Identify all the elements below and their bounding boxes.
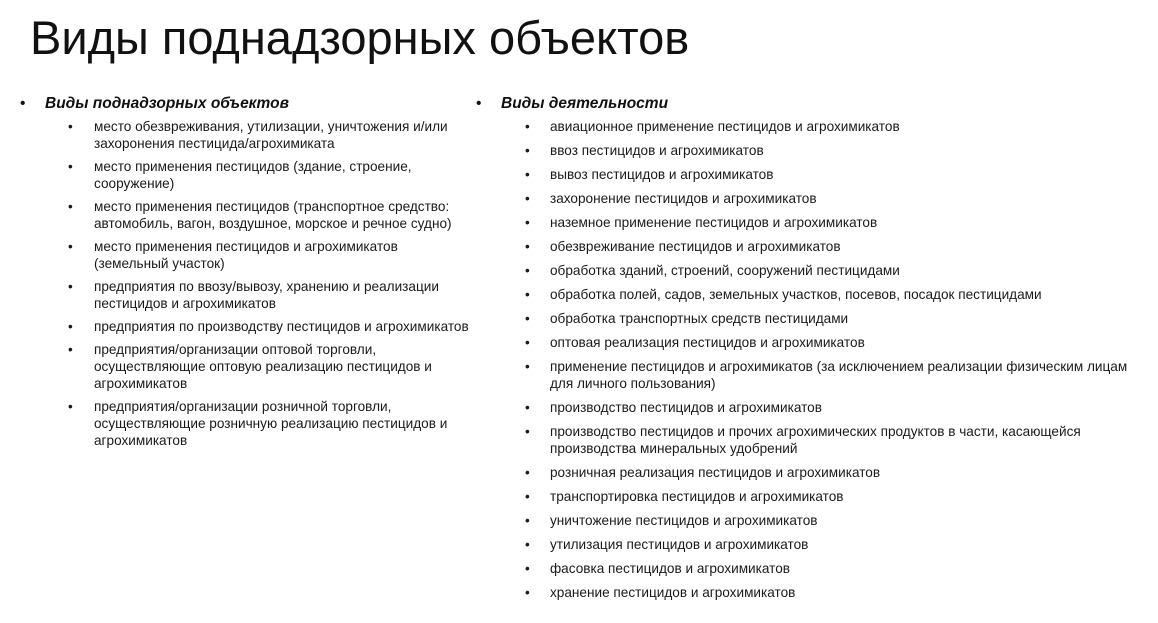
list-item xyxy=(476,512,1148,529)
list-item xyxy=(476,560,1148,577)
list-item xyxy=(476,214,1148,231)
list-item-text: уничтожение пестицидов и агрохимикатов xyxy=(550,513,818,528)
list-item xyxy=(476,584,1148,601)
bullet-icon: • xyxy=(525,119,530,134)
list-item xyxy=(476,423,1148,457)
bullet-icon: • xyxy=(525,167,530,182)
list-item-text: применение пестицидов и агрохимикатов (за исключением реализации физическим лицам для личного пользования) xyxy=(550,359,1128,391)
activities-heading xyxy=(476,93,1148,114)
bullet-icon: • xyxy=(525,585,530,600)
list-item xyxy=(476,536,1148,553)
bullet-icon: • xyxy=(525,287,530,302)
bullet-icon: • xyxy=(525,561,530,576)
list-item xyxy=(20,398,476,449)
list-item-text: обработка зданий, строений, сооружений пестицидами xyxy=(550,263,900,278)
list-item xyxy=(476,464,1148,481)
bullet-icon: • xyxy=(525,513,530,528)
list-item xyxy=(476,166,1148,183)
list-item xyxy=(476,358,1148,392)
bullet-icon: • xyxy=(525,400,530,415)
bullet-icon: • xyxy=(68,399,73,414)
list-item xyxy=(20,341,476,392)
list-item-text: наземное применение пестицидов и агрохимикатов xyxy=(550,215,878,230)
objects-list xyxy=(20,118,476,449)
list-item-text: место применения пестицидов и агрохимикатов (земельный участок) xyxy=(94,239,398,271)
bullet-icon: • xyxy=(525,143,530,158)
list-item-text: обезвреживание пестицидов и агрохимикатов xyxy=(550,239,841,254)
bullet-icon: • xyxy=(525,424,530,439)
bullet-icon: • xyxy=(525,239,530,254)
list-item xyxy=(20,118,476,152)
bullet-icon: • xyxy=(525,263,530,278)
list-item-text: производство пестицидов и прочих агрохимических продуктов в части, касающейся производства минеральных удобрений xyxy=(550,424,1081,456)
list-item-text: предприятия по ввозу/вывозу, хранению и реализации пестицидов и агрохимикатов xyxy=(94,279,439,311)
list-item-text: фасовка пестицидов и агрохимикатов xyxy=(550,561,791,576)
page-title: Виды поднадзорных объектов xyxy=(30,11,690,64)
objects-heading xyxy=(20,93,476,114)
list-item xyxy=(476,262,1148,279)
list-item-text: обработка транспортных средств пестицидами xyxy=(550,311,849,326)
list-item xyxy=(476,118,1148,135)
activities-list xyxy=(476,118,1148,601)
list-item-text: ввоз пестицидов и агрохимикатов xyxy=(550,143,764,158)
list-item-text: обработка полей, садов, земельных участков, посевов, посадок пестицидами xyxy=(550,287,1042,302)
bullet-icon: • xyxy=(525,537,530,552)
list-item-text: предприятия по производству пестицидов и агрохимикатов xyxy=(94,319,469,334)
bullet-icon: • xyxy=(68,119,73,134)
list-item xyxy=(476,286,1148,303)
activities-column xyxy=(476,93,1148,608)
bullet-icon: • xyxy=(525,359,530,374)
bullet-icon: • xyxy=(68,342,73,357)
bullet-icon: • xyxy=(525,489,530,504)
bullet-icon: • xyxy=(68,159,73,174)
list-item-text: авиационное применение пестицидов и агрохимикатов xyxy=(550,119,900,134)
bullet-icon: • xyxy=(525,191,530,206)
list-item-text: захоронение пестицидов и агрохимикатов xyxy=(550,191,817,206)
list-item-text: предприятия/организации розничной торговли, осуществляющие розничную реализацию пестицидов и агрохимикатов xyxy=(94,399,448,448)
list-item xyxy=(476,142,1148,159)
bullet-icon: • xyxy=(68,319,73,334)
objects-column xyxy=(20,93,476,455)
bullet-icon: • xyxy=(68,199,73,214)
bullet-icon: • xyxy=(525,215,530,230)
bullet-icon: • xyxy=(525,465,530,480)
objects-heading-text: Виды поднадзорных объектов xyxy=(45,95,289,112)
list-item xyxy=(476,334,1148,351)
list-item-text: вывоз пестицидов и агрохимикатов xyxy=(550,167,774,182)
list-item-text: производство пестицидов и агрохимикатов xyxy=(550,400,822,415)
list-item-text: оптовая реализация пестицидов и агрохимикатов xyxy=(550,335,865,350)
list-item xyxy=(20,158,476,192)
bullet-icon: • xyxy=(525,335,530,350)
list-item-text: предприятия/организации оптовой торговли, осуществляющие оптовую реализацию пестицидов и агрохимикатов xyxy=(94,342,432,391)
list-item xyxy=(476,190,1148,207)
list-item xyxy=(20,318,476,335)
list-item-text: утилизация пестицидов и агрохимикатов xyxy=(550,537,809,552)
bullet-icon: • xyxy=(68,279,73,294)
list-item xyxy=(476,310,1148,327)
bullet-icon: • xyxy=(525,311,530,326)
list-item xyxy=(20,278,476,312)
list-item-text: транспортировка пестицидов и агрохимикатов xyxy=(550,489,844,504)
bullet-icon: • xyxy=(20,95,26,112)
list-item xyxy=(476,488,1148,505)
list-item xyxy=(20,198,476,232)
list-item xyxy=(476,399,1148,416)
list-item-text: место применения пестицидов (здание, строение, сооружение) xyxy=(94,159,412,191)
list-item-text: место применения пестицидов (транспортное средство: автомобиль, вагон, воздушное, морское и речное судно) xyxy=(94,199,452,231)
list-item xyxy=(476,238,1148,255)
list-item xyxy=(20,238,476,272)
list-item-text: хранение пестицидов и агрохимикатов xyxy=(550,585,796,600)
bullet-icon: • xyxy=(68,239,73,254)
bullet-icon: • xyxy=(476,95,482,112)
list-item-text: место обезвреживания, утилизации, уничтожения и/или захоронения пестицида/агрохимиката xyxy=(94,119,448,151)
list-item-text: розничная реализация пестицидов и агрохимикатов xyxy=(550,465,881,480)
activities-heading-text: Виды деятельности xyxy=(501,95,669,112)
